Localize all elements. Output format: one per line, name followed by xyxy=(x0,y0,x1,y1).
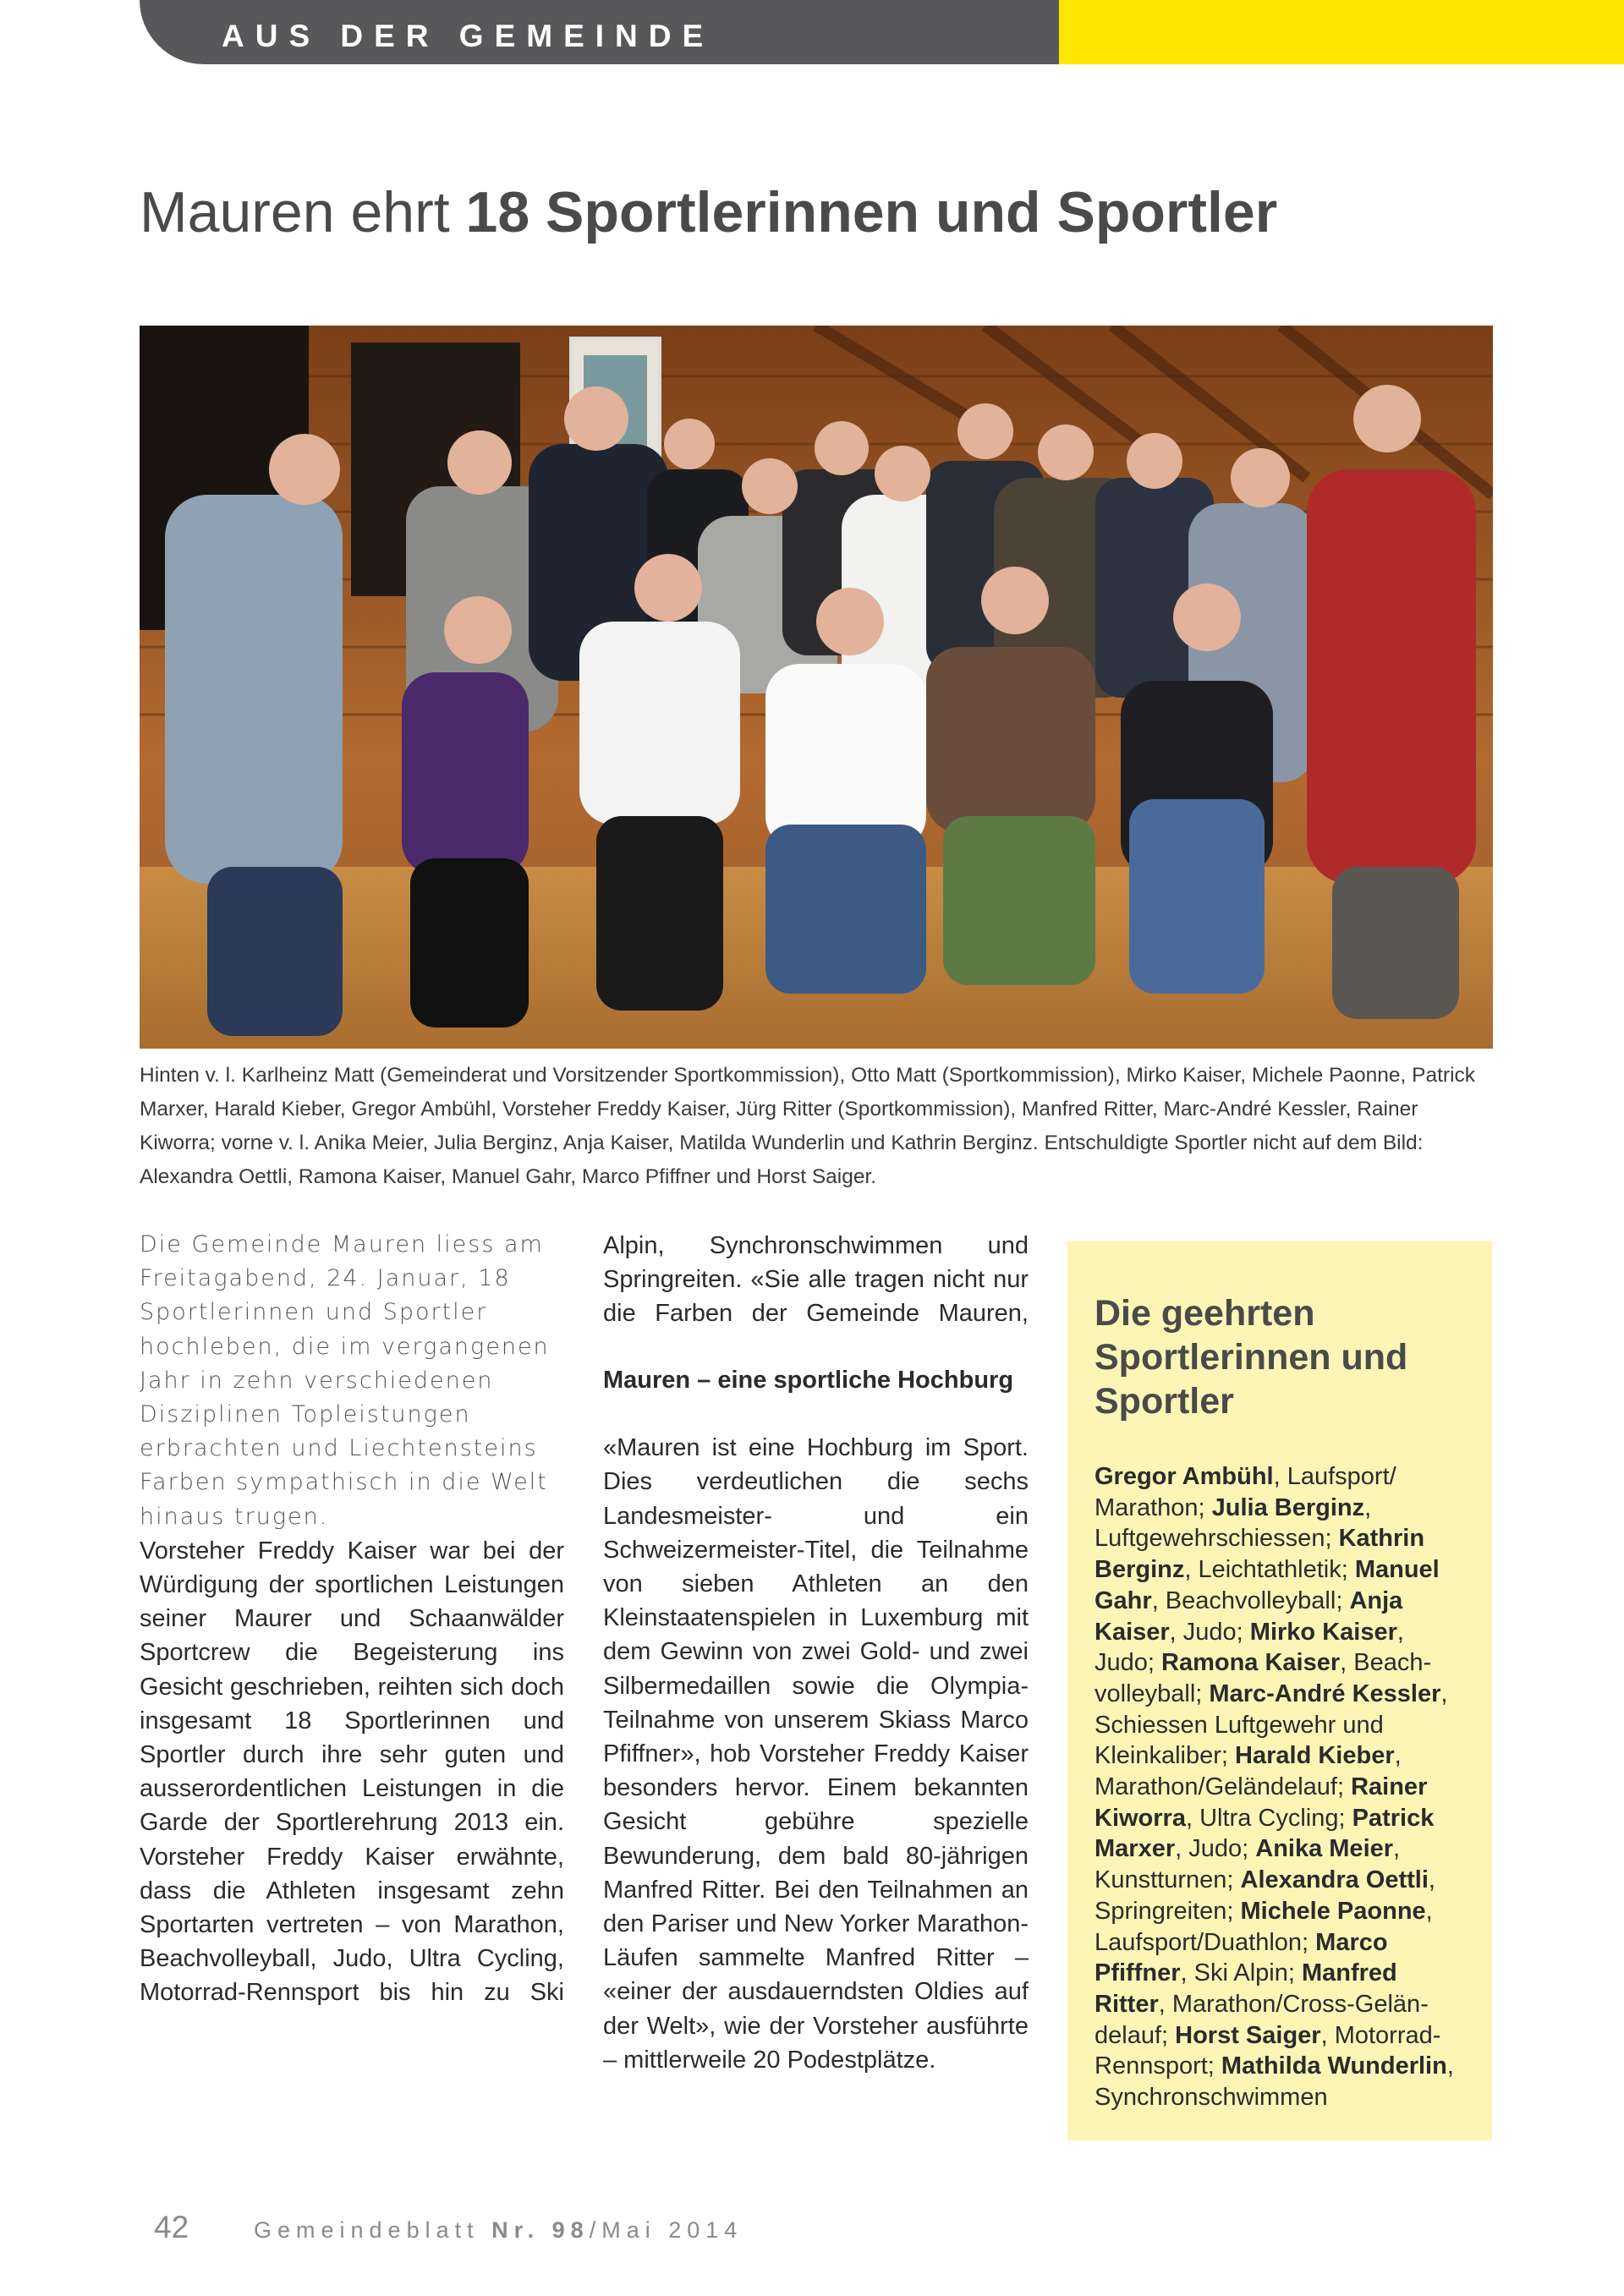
group-photo xyxy=(140,326,1493,1049)
athlete-name: Mathilda Wunderlin xyxy=(1221,2052,1447,2080)
athlete-discipline: , Marathon/Cross-Geländelauf; xyxy=(1095,1990,1429,2049)
athlete-discipline: , Synchronschwimmen xyxy=(1095,2052,1454,2112)
athlete-discipline: , Judo; xyxy=(1175,1835,1256,1863)
athlete-name: Manfred Ritter xyxy=(1095,1959,1397,2018)
athlete-name: Anja Kaiser xyxy=(1095,1586,1403,1646)
athlete-discipline: , Laufsport/Duathlon; xyxy=(1095,1897,1433,1956)
athlete-name: Harald Kieber xyxy=(1235,1742,1395,1770)
athlete-name: Marco Pfiffner xyxy=(1095,1928,1388,1987)
athlete-discipline: , Ski Alpin; xyxy=(1180,1959,1302,1987)
athlete-discipline: , Luftgewehrschiessen; xyxy=(1095,1493,1372,1553)
article-column-2 xyxy=(603,1228,1029,2077)
athlete-discipline: , Springreiten; xyxy=(1095,1866,1435,1925)
footer-issue: Nr. 98 xyxy=(491,2217,590,2243)
athlete-discipline: , Ultra Cycling; xyxy=(1185,1804,1352,1832)
athlete-name: Anika Meier xyxy=(1255,1835,1394,1863)
athlete-name: Manuel Gahr xyxy=(1095,1556,1440,1614)
title-bold: 18 Sportlerinnen und Sportler xyxy=(465,180,1278,244)
athlete-discipline: , Motorrad-Rennsport; xyxy=(1095,2021,1441,2080)
athlete-discipline: , Beachvolleyball; xyxy=(1151,1586,1350,1614)
article-column-1 xyxy=(140,1228,564,2009)
title-light: Mauren ehrt xyxy=(140,180,466,244)
athlete-discipline: , Beachvolleyball; xyxy=(1095,1649,1432,1707)
athlete-name: Kathrin Berginz xyxy=(1095,1525,1425,1584)
athlete-name: Ramona Kaiser xyxy=(1161,1649,1341,1677)
athlete-discipline: , Laufsport/ Marathon; xyxy=(1095,1463,1396,1521)
athlete-name: Alexandra Oettli xyxy=(1240,1866,1429,1894)
athlete-discipline: , Judo; xyxy=(1095,1618,1404,1677)
section-header: AUS DER GEMEINDE xyxy=(222,19,715,53)
honorees-title: Die geehrten Sportlerinnen und Sportler xyxy=(1095,1293,1408,1422)
header-accent-bar xyxy=(1059,0,1624,64)
athlete-name: Horst Saiger xyxy=(1175,2021,1321,2049)
athlete-name: Michele Paonne xyxy=(1240,1897,1426,1925)
athlete-name: Julia Berginz xyxy=(1211,1493,1365,1521)
athlete-name: Marc-André Kessler xyxy=(1209,1680,1441,1707)
article-subhead: Mauren – eine sportliche Hochburg xyxy=(603,1367,1014,1394)
athlete-discipline: , Marathon/Geländelauf; xyxy=(1095,1742,1402,1801)
athlete-name: Mirko Kaiser xyxy=(1249,1618,1397,1646)
footer-date: Mai 2014 xyxy=(601,2217,743,2243)
article-lead: Die Gemeinde Mauren liess am Freitagabend, 24. Januar, 18 Sportlerinnen und Sportler hochleben, die im vergangenen Jahr in zehn verschiedenen Disziplinen Topleistungen erbrachten und Liechtensteins Farben sympathisch in die Welt hinaus trugen. xyxy=(140,1231,550,1530)
page-number: 42 xyxy=(154,2210,189,2244)
article-paragraph-1-continued xyxy=(603,1228,1029,1329)
athlete-discipline: , Schiessen Luftgewehr und Kleinkaliber; xyxy=(1095,1680,1448,1770)
footer-publication: Gemeindeblatt Nr. 98/Mai 2014 xyxy=(254,2217,743,2243)
athlete-name: Patrick Marxer xyxy=(1095,1804,1435,1863)
honorees-box xyxy=(1067,1241,1492,2140)
page-title xyxy=(140,179,1493,245)
athlete-name: Rainer Kiworra xyxy=(1095,1773,1428,1832)
group-photo-illustration xyxy=(140,326,1493,1049)
article-paragraph-1-clone: Alpin, Synchronschwimmen und Springreiten. «Sie alle tragen nicht nur die Farben der Gemeinde Mauren, xyxy=(603,1231,1029,1328)
article-paragraph-1: Vorsteher Freddy Kaiser war bei der Würdigung der sportlichen Leistungen seiner Maurer und Schaanwälder Sportcrew die Begeisterung ins Gesicht geschrieben, reihten sich doch insgesamt 18 Sportlerinnen und Sportler durch ihre sehr guten und ausserordentlichen Leistungen in die Garde der Sportlerehrung 2013 ein. Vorsteher Freddy Kaiser erwähnte, dass die Athleten insgesamt zehn Sportarten vertreten – von Marathon, Beachvolleyball, Judo, Ultra Cycling, Motorrad-Rennsport bis hin zu Ski xyxy=(140,1537,564,2007)
athlete-discipline: , Leichtathletik; xyxy=(1184,1556,1355,1584)
photo-caption: Hinten v. l. Karlheinz Matt (Gemeinderat und Vorsitzender Sportkommission), Otto Matt (Sportkommission), Mirko Kaiser, Michele Paonne, Patrick Marxer, Harald Kieber, Gregor Ambühl, Vorsteher Freddy Kaiser, Jürg Ritter (Sportkommission), Manfred Ritter, Marc-André Kessler, Rainer Kiworra; vorne v. l. Anika Meier, Julia Berginz, Anja Kaiser, Matilda Wunderlin und Kathrin Berginz. Entschuldigte Sportler nicht auf dem Bild: Alexandra Oettli, Ramona Kaiser, Manuel Gahr, Marco Pfiffner und Horst Saiger. xyxy=(140,1064,1476,1188)
athlete-name: Gregor Ambühl xyxy=(1095,1463,1274,1490)
athlete-discipline: , Judo; xyxy=(1169,1618,1250,1646)
athlete-discipline: , Kunstturnen; xyxy=(1095,1835,1401,1894)
honorees-list xyxy=(1095,1461,1465,2113)
article-paragraph-2: «Mauren ist eine Hochburg im Sport. Dies verdeutlichen die sechs Landesmeister- und ein Schweizermeister-Titel, die Teilnahme von sieben Athleten an den Kleinstaatenspielen in Luxemburg mit dem Gewinn von zwei Gold- und zwei Silbermedaillen sowie die Olympia-Teilnahme von unserem Skiass Marco Pfiffner», hob Vorsteher Freddy Kaiser besonders hervor. Einem bekannten Gesicht gebühre spezielle Bewunderung, dem bald 80-jährigen Manfred Ritter. Bei den Teilnahmen an den Pariser und New Yorker Marathon-Läufen sammelte Manfred Ritter – «einer der ausdauerndsten Oldies auf der Welt», wie der Vorsteher ausführte – mittlerweile 20 Podestplätze. xyxy=(603,1434,1029,2074)
footer-publication-name: Gemeindeblatt xyxy=(254,2217,480,2243)
